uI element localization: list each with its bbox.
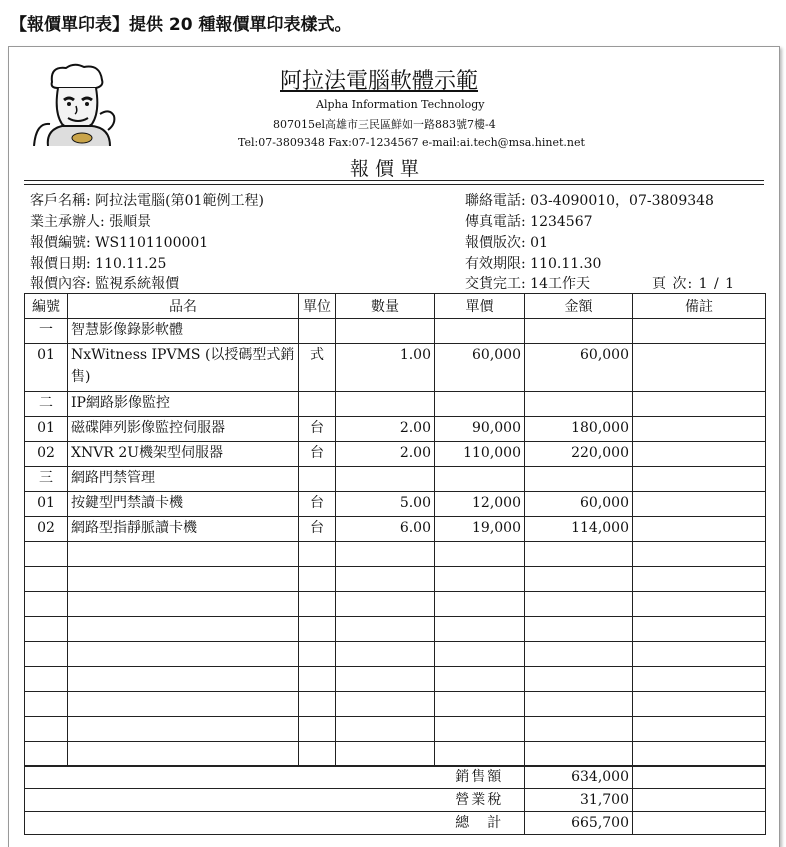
table-row [25,344,766,392]
empty-cell [299,742,336,767]
cell-price: 60,000 [435,344,525,392]
delivery-time: 交貨完工: 14工作天 [465,276,590,292]
cell-name: 磁碟陣列影像監控伺服器 [68,417,299,442]
cell-note [633,492,766,517]
cell-no: 二 [25,392,68,417]
cell-name: NxWitness IPVMS (以授碼型式銷售) [68,344,299,392]
divider [24,184,764,185]
empty-cell [633,542,766,567]
cell-price [435,319,525,344]
cell-amount: 114,000 [525,517,633,542]
cell-note [633,442,766,467]
empty-cell [299,642,336,667]
document-title: 報價單 [350,158,426,180]
cell-name: 網路門禁管理 [68,467,299,492]
empty-cell [336,742,435,767]
table-row [25,319,766,344]
empty-cell [25,692,68,717]
empty-cell [525,567,633,592]
col-header-qty: 數量 [336,294,435,319]
col-header-amount: 金額 [525,294,633,319]
cell-note [633,319,766,344]
empty-cell [525,592,633,617]
phone: 聯絡電話: 03-4090010，07-3809348 [465,193,714,209]
cell-name: 網路型指靜脈讀卡機 [68,517,299,542]
empty-cell [68,642,299,667]
cell-amount: 180,000 [525,417,633,442]
empty-cell [336,592,435,617]
empty-cell [336,642,435,667]
empty-cell [525,617,633,642]
empty-cell [25,742,68,767]
cell-amount [525,467,633,492]
total-row [25,766,766,789]
empty-cell [633,692,766,717]
col-header-unit: 單位 [299,294,336,319]
valid-until: 有效期限: 110.11.30 [465,256,602,272]
cell-name: 按鍵型門禁讀卡機 [68,492,299,517]
col-header-no: 編號 [25,294,68,319]
empty-cell [435,542,525,567]
empty-cell [633,742,766,767]
total-label: 總 計 [435,812,525,835]
cell-note [633,417,766,442]
empty-cell [633,717,766,742]
blank-cell [633,789,766,812]
cell-price: 19,000 [435,517,525,542]
empty-row [25,667,766,692]
empty-cell [68,542,299,567]
empty-cell [68,692,299,717]
empty-cell [68,717,299,742]
empty-cell [299,617,336,642]
empty-cell [633,667,766,692]
total-row [25,812,766,835]
customer-name: 客戶名稱: 阿拉法電腦(第01範例工程) [30,193,264,209]
empty-cell [299,692,336,717]
cell-unit: 台 [299,492,336,517]
quote-version: 報價版次: 01 [465,235,548,251]
cell-name: 智慧影像錄影軟體 [68,319,299,344]
empty-cell [336,717,435,742]
cell-note [633,517,766,542]
cell-unit [299,319,336,344]
cell-note [633,392,766,417]
empty-row [25,542,766,567]
total-value: 634,000 [525,766,633,789]
cell-name: XNVR 2U機架型伺服器 [68,442,299,467]
empty-cell [68,667,299,692]
total-value: 31,700 [525,789,633,812]
cell-unit: 台 [299,417,336,442]
cell-no: 02 [25,442,68,467]
empty-cell [299,667,336,692]
cell-no: 一 [25,319,68,344]
empty-cell [435,667,525,692]
cell-note [633,467,766,492]
empty-cell [68,592,299,617]
cell-price: 110,000 [435,442,525,467]
empty-row [25,617,766,642]
total-row [25,789,766,812]
empty-row [25,567,766,592]
empty-cell [25,542,68,567]
empty-cell [68,567,299,592]
empty-row [25,692,766,717]
cell-price: 12,000 [435,492,525,517]
col-header-note: 備註 [633,294,766,319]
table-row [25,517,766,542]
empty-cell [525,717,633,742]
empty-cell [525,542,633,567]
cell-amount: 60,000 [525,344,633,392]
cell-qty [336,392,435,417]
empty-cell [435,642,525,667]
blank-cell [633,766,766,789]
empty-row [25,592,766,617]
cell-amount [525,319,633,344]
empty-cell [68,617,299,642]
cell-amount: 60,000 [525,492,633,517]
company-english-name: Alpha Information Technology [316,98,485,111]
empty-cell [633,592,766,617]
cell-price: 90,000 [435,417,525,442]
empty-cell [435,717,525,742]
empty-cell [336,692,435,717]
mascot-logo-icon [30,62,126,146]
company-address: 807015el高雄市三民區鮮如一路883號7樓-4 [273,118,496,131]
totals-table [24,765,766,835]
col-header-price: 單價 [435,294,525,319]
empty-row [25,642,766,667]
cell-no: 01 [25,344,68,392]
blank-cell [633,812,766,835]
empty-cell [25,567,68,592]
empty-cell [525,692,633,717]
empty-cell [25,642,68,667]
cell-qty: 5.00 [336,492,435,517]
table-row [25,467,766,492]
cell-unit: 台 [299,517,336,542]
cell-no: 01 [25,492,68,517]
empty-cell [299,567,336,592]
empty-row [25,742,766,767]
page-caption: 【報價單印表】提供 20 種報價單印表樣式。 [10,15,352,35]
empty-cell [435,617,525,642]
empty-cell [525,642,633,667]
empty-cell [633,567,766,592]
cell-no: 三 [25,467,68,492]
empty-cell [336,667,435,692]
table-row [25,492,766,517]
blank-cell [25,766,435,789]
empty-cell [25,667,68,692]
empty-cell [25,592,68,617]
cell-note [633,344,766,392]
cell-qty: 2.00 [336,417,435,442]
cell-unit [299,392,336,417]
items-table [24,293,766,767]
empty-cell [633,617,766,642]
empty-cell [25,617,68,642]
col-header-name: 品名 [68,294,299,319]
cell-qty: 1.00 [336,344,435,392]
divider [24,180,764,181]
empty-cell [68,742,299,767]
empty-cell [435,592,525,617]
empty-row [25,717,766,742]
cell-price [435,467,525,492]
empty-cell [299,717,336,742]
empty-cell [435,742,525,767]
empty-cell [633,642,766,667]
fax: 傳真電話: 1234567 [465,214,593,230]
cell-qty: 2.00 [336,442,435,467]
company-contact: Tel:07-3809348 Fax:07-1234567 e-mail:ai.tech@msa.hinet.net [238,136,585,149]
cell-unit: 式 [299,344,336,392]
total-label: 營業稅 [435,789,525,812]
cell-amount [525,392,633,417]
table-row [25,417,766,442]
blank-cell [25,789,435,812]
cell-qty [336,467,435,492]
empty-cell [525,742,633,767]
cell-qty: 6.00 [336,517,435,542]
cell-amount: 220,000 [525,442,633,467]
empty-cell [336,542,435,567]
table-row [25,392,766,417]
total-label: 銷售額 [435,766,525,789]
empty-cell [299,542,336,567]
blank-cell [25,812,435,835]
empty-cell [25,717,68,742]
empty-cell [525,667,633,692]
cell-no: 01 [25,417,68,442]
cell-price [435,392,525,417]
cell-unit: 台 [299,442,336,467]
table-row [25,442,766,467]
empty-cell [336,567,435,592]
company-name: 阿拉法電腦軟體示範 [280,69,479,94]
table-header [25,294,766,319]
cell-unit [299,467,336,492]
empty-cell [336,617,435,642]
contact-person: 業主承辦人: 張順景 [30,214,152,230]
page-number: 頁 次: 1 / 1 [652,276,736,292]
quote-number: 報價編號: WS1101100001 [30,235,209,251]
cell-no: 02 [25,517,68,542]
total-value: 665,700 [525,812,633,835]
empty-cell [299,592,336,617]
cell-qty [336,319,435,344]
quote-date: 報價日期: 110.11.25 [30,256,167,272]
empty-cell [435,567,525,592]
cell-name: IP網路影像監控 [68,392,299,417]
quote-content: 報價內容: 監視系統報價 [30,276,180,292]
empty-cell [435,692,525,717]
